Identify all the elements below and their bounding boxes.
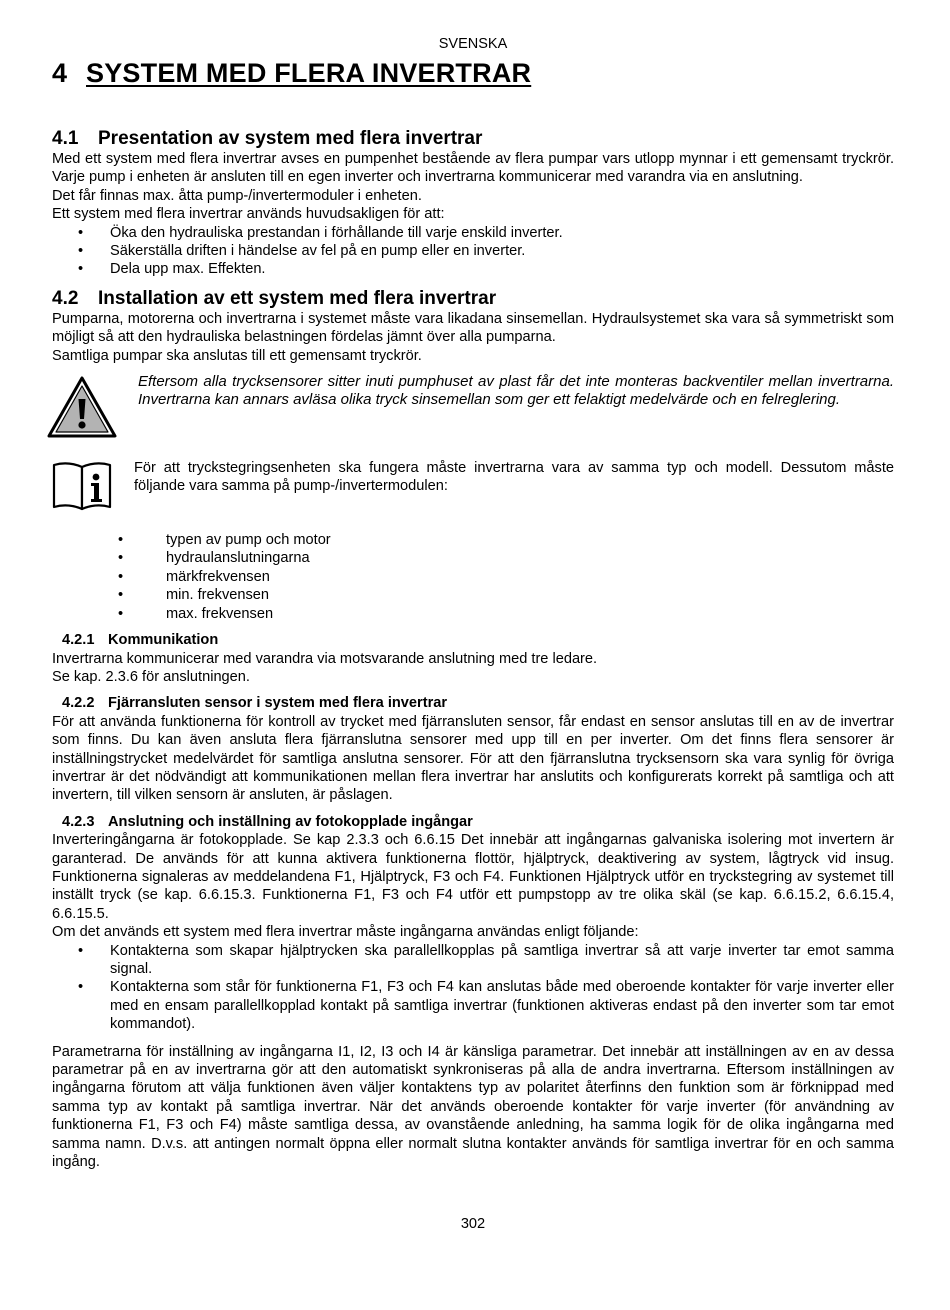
section-number: 4.1 — [52, 128, 79, 149]
subsection-title: Kommunikation — [108, 632, 219, 649]
page-number: 302 — [460, 1216, 486, 1232]
warning-text: Eftersom alla trycksensorer sitter inuti pumphuset av plast får det inte monteras backventiler mellan invertrarna. Invertrarna kan annars avläsa olika tryck sinsemellan som ger ett felaktigt medelvärde och en felreglering. — [138, 373, 894, 409]
list-item: • Säkerställa driften i händelse av fel på en pump eller en inverter. — [52, 242, 894, 260]
subsection-heading-4-2-3 — [52, 813, 894, 831]
list-item: • märkfrekvensen — [52, 568, 894, 586]
list-item: • Öka den hydrauliska prestandan i förhållande till varje enskild inverter. — [52, 224, 894, 242]
paragraph: Om det används ett system med flera invertrar måste ingångarna användas enligt följande: — [52, 924, 639, 941]
document-body — [52, 128, 894, 1171]
list-item: • hydraulanslutningarna — [52, 549, 894, 567]
list-item: • Dela upp max. Effekten. — [52, 260, 894, 278]
chapter-title: SYSTEM MED FLERA INVERTRAR — [86, 58, 532, 88]
bullet-list — [52, 531, 894, 623]
bullet-list — [52, 942, 894, 1034]
paragraph: Det får finnas max. åtta pump-/invertermoduler i enheten. — [52, 187, 422, 204]
paragraph: Samtliga pumpar ska anslutas till ett gemensamt tryckrör. — [52, 347, 422, 364]
chapter-number: 4 — [52, 58, 68, 88]
language-label: SVENSKA — [438, 36, 508, 52]
subsection-number: 4.2.3 — [62, 813, 95, 830]
section-heading-4-1 — [52, 128, 894, 150]
info-note — [52, 459, 894, 511]
chapter-heading — [52, 58, 531, 89]
warning-triangle-icon — [46, 375, 118, 439]
paragraph: Se kap. 2.3.6 för anslutningen. — [52, 668, 250, 685]
list-item: • min. frekvensen — [52, 586, 894, 604]
subsection-title: Anslutning och inställning av fotokopplade ingångar — [108, 813, 473, 830]
list-item: • Kontakterna som står för funktionerna F1, F3 och F4 kan anslutas både med oberoende kontakter för varje inverter eller med en ensam parallellkopplad kontakt på samtliga invertrar (funktionen aktiveras endast på den inverter som tar emot kommandot). — [52, 978, 894, 1033]
list-item: • Kontakterna som skapar hjälptrycken ska parallellkopplas på samtliga invertrar så att varje inverter tar emot samma signal. — [52, 942, 894, 979]
subsection-heading-4-2-1 — [52, 631, 894, 649]
subsection-heading-4-2-2 — [52, 694, 894, 712]
paragraph: Pumparna, motorerna och invertrarna i systemet måste vara likadana sinsemellan. Hydraulsystemet ska vara så symmetriskt som möjligt så att den hydrauliska belastningen fördelas jämnt över alla pumparna. — [52, 310, 894, 346]
list-item: • max. frekvensen — [52, 605, 894, 623]
info-text: För att tryckstegringsenheten ska fungera måste invertrarna vara av samma typ och modell. Dessutom måste följande vara samma på pump-/invertermodulen: — [134, 460, 894, 495]
paragraph: Parametrarna för inställning av ingångarna I1, I2, I3 och I4 är känsliga parametrar. Det innebär att inställningen av en av dessa parametrar på en av invertrarna gör att den automatiskt synkroniseras på alla de andra invertrarna. Eftersom inställningen av ingångarna förutom att välja funktionen även väljer kontaktens typ av polaritet återfinns den funktion som är förknippad med samma typ av kontakt på samtliga invertrar. När det används oberoende kontakter för varje inverter (för användning av funktionerna F1, F3 och F4) måste samtliga dessa, av ovanstående anledning, ha samma logik för de olika ingångarna med samma namn. D.v.s. att antingen normalt öppna eller normalt slutna kontakter används för samtliga invertrar för en och samma ingång. — [52, 1043, 894, 1171]
warning-note — [52, 373, 894, 439]
list-item: • typen av pump och motor — [52, 531, 894, 549]
paragraph: För att använda funktionerna för kontroll av trycket med fjärransluten sensor, får endast en sensor anslutas till en av de invertrar som finns. Du kan även ansluta flera fjärranslutna sensorer med upp till en per inverter. Om det finns flera sensorer är inställningstrycket medelvärdet för samtliga anslutna sensorer. För att den fjärranslutna trycksensorn ska vara synlig för övriga invertrar är det nödvändigt att kommunikationen mellan flera invertrar har anslutits och konfigurerats korrekt på samtliga och att invertern, till vilken sensorn är ansluten, är påslagen. — [52, 713, 894, 804]
paragraph: Inverteringångarna är fotokopplade. Se kap 2.3.3 och 6.6.15 Det innebär att ingångarnas galvaniska isolering mot invertern är garanterad. De används för att kunna aktivera funktionerna flottör, hjälptryck, deaktivering av system, lågtryck vid insug. Funktionerna signaleras av meddelandena F1, Hjälptryck, F3 och F4. Funktionen Hjälptryck utför en tryckstegring av systemet till inställt tryck (se kap. 6.6.15.3. Funktionerna F1, F3 och F4 utför ett pumpstopp av tre olika skäl (se kap. 6.6.15.2, 6.6.15.4, 6.6.15.5. — [52, 832, 894, 922]
section-number: 4.2 — [52, 287, 79, 309]
section-title: Presentation av system med flera invertrar — [98, 128, 483, 149]
paragraph: Invertrarna kommunicerar med varandra via motsvarande anslutning med tre ledare. — [52, 650, 598, 667]
paragraph: Med ett system med flera invertrar avses en pumpenhet bestående av flera pumpar vars utlopp mynnar i ett gemensamt tryckrör. Varje pump i enheten är ansluten till en egen inverter och invertrarna kommunicerar med varandra via en anslutning. — [52, 151, 894, 186]
bullet-list — [52, 224, 894, 279]
subsection-title: Fjärransluten sensor i system med flera invertrar — [108, 695, 448, 712]
subsection-number: 4.2.1 — [62, 632, 95, 649]
section-heading-4-2 — [52, 288, 894, 310]
manual-info-icon — [52, 461, 114, 511]
paragraph: Ett system med flera invertrar används huvudsakligen för att: — [52, 206, 445, 223]
section-title: Installation av ett system med flera invertrar — [98, 287, 497, 309]
subsection-number: 4.2.2 — [62, 695, 95, 712]
